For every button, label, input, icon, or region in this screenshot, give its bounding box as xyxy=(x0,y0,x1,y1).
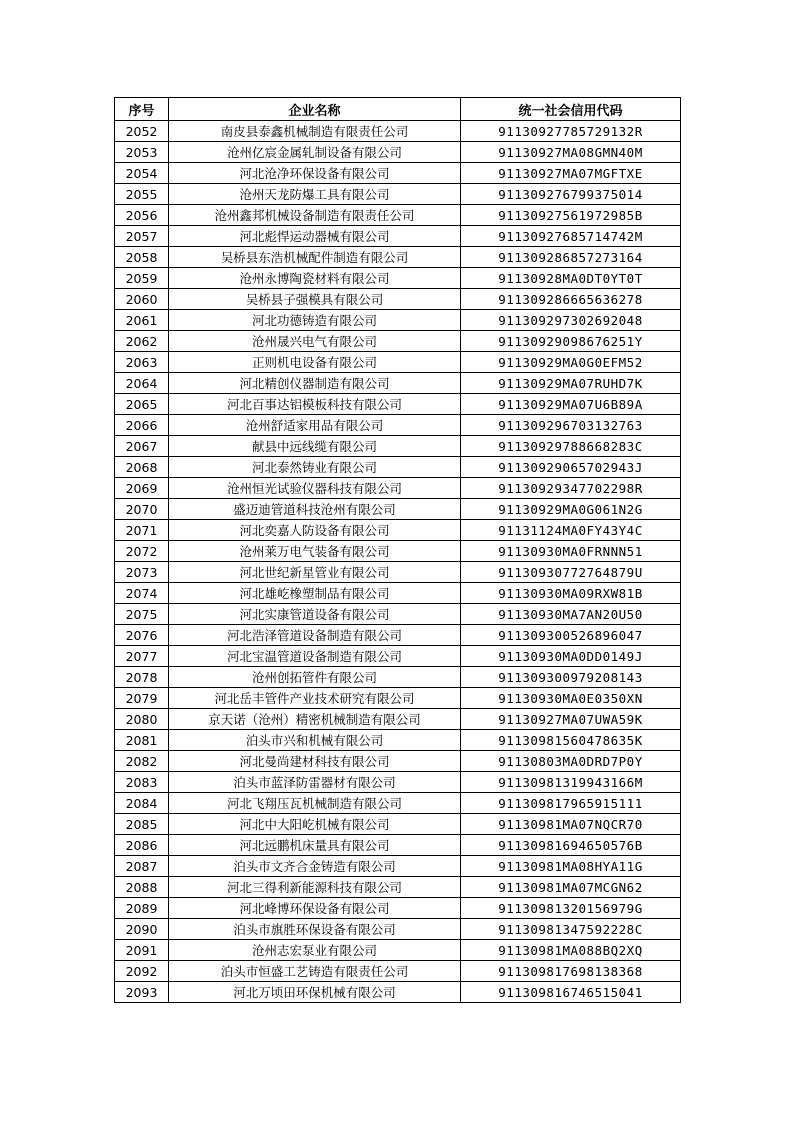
credit-code-cell: 91130929MA07U6B89A xyxy=(461,394,681,415)
company-name-cell: 盛迈迪管道科技沧州有限公司 xyxy=(169,499,461,520)
table-row xyxy=(115,289,681,310)
table-row xyxy=(115,814,681,835)
table-row xyxy=(115,688,681,709)
row-index-cell: 2080 xyxy=(115,709,169,730)
company-name-cell: 河北远鹏机床量具有限公司 xyxy=(169,835,461,856)
row-index-cell: 2064 xyxy=(115,373,169,394)
table-row xyxy=(115,667,681,688)
table-row xyxy=(115,730,681,751)
company-name-cell: 泊头市恒盛工艺铸造有限责任公司 xyxy=(169,961,461,982)
table-row xyxy=(115,163,681,184)
company-name-cell: 河北浩泽管道设备制造有限公司 xyxy=(169,625,461,646)
table-row xyxy=(115,268,681,289)
table-row xyxy=(115,583,681,604)
row-index-cell: 2055 xyxy=(115,184,169,205)
table-row xyxy=(115,604,681,625)
row-index-cell: 2059 xyxy=(115,268,169,289)
table-row xyxy=(115,226,681,247)
company-name-cell: 河北飞翔压瓦机械制造有限公司 xyxy=(169,793,461,814)
credit-code-cell: 91130927MA07UWA59K xyxy=(461,709,681,730)
credit-code-cell: 91130927685714742M xyxy=(461,226,681,247)
credit-code-cell: 91130981MA08HYA11G xyxy=(461,856,681,877)
company-name-cell: 河北奕嘉人防设备有限公司 xyxy=(169,520,461,541)
table-row xyxy=(115,709,681,730)
table-row xyxy=(115,142,681,163)
table-row xyxy=(115,919,681,940)
table-row xyxy=(115,646,681,667)
row-index-cell: 2084 xyxy=(115,793,169,814)
table-row xyxy=(115,835,681,856)
company-name-cell: 河北雄屹橡塑制品有限公司 xyxy=(169,583,461,604)
company-name-cell: 京天诺（沧州）精密机械制造有限公司 xyxy=(169,709,461,730)
row-index-cell: 2072 xyxy=(115,541,169,562)
table-row xyxy=(115,352,681,373)
table-row xyxy=(115,205,681,226)
company-name-cell: 沧州晟兴电气有限公司 xyxy=(169,331,461,352)
credit-code-cell: 91130930MA0FRNNN51 xyxy=(461,541,681,562)
table-row xyxy=(115,940,681,961)
company-table xyxy=(114,97,681,1003)
row-index-cell: 2052 xyxy=(115,121,169,142)
row-index-cell: 2086 xyxy=(115,835,169,856)
credit-code-cell: 911309300526896047 xyxy=(461,625,681,646)
company-name-cell: 河北宝温管道设备制造有限公司 xyxy=(169,646,461,667)
table-row xyxy=(115,331,681,352)
credit-code-cell: 91130981MA088BQ2XQ xyxy=(461,940,681,961)
credit-code-cell: 91130930MA0DD0149J xyxy=(461,646,681,667)
company-name-cell: 泊头市旗胜环保设备有限公司 xyxy=(169,919,461,940)
row-index-cell: 2076 xyxy=(115,625,169,646)
credit-code-cell: 911309300979208143 xyxy=(461,667,681,688)
row-index-cell: 2057 xyxy=(115,226,169,247)
row-index-cell: 2077 xyxy=(115,646,169,667)
company-name-cell: 河北百事达铝模板科技有限公司 xyxy=(169,394,461,415)
credit-code-cell: 911309297302692048 xyxy=(461,310,681,331)
company-name-cell: 沧州恒光试验仪器科技有限公司 xyxy=(169,478,461,499)
row-index-cell: 2070 xyxy=(115,499,169,520)
row-index-cell: 2069 xyxy=(115,478,169,499)
credit-code-cell: 911309286857273164 xyxy=(461,247,681,268)
credit-code-cell: 911309816746515041 xyxy=(461,982,681,1003)
row-index-cell: 2054 xyxy=(115,163,169,184)
company-name-cell: 河北三得利新能源科技有限公司 xyxy=(169,877,461,898)
header-credit-code: 统一社会信用代码 xyxy=(461,98,681,121)
company-name-cell: 河北峰博环保设备有限公司 xyxy=(169,898,461,919)
row-index-cell: 2061 xyxy=(115,310,169,331)
company-name-cell: 吴桥县子强模具有限公司 xyxy=(169,289,461,310)
credit-code-cell: 91130929065702943J xyxy=(461,457,681,478)
company-name-cell: 泊头市蓝泽防雷器材有限公司 xyxy=(169,772,461,793)
company-name-cell: 献县中远线缆有限公司 xyxy=(169,436,461,457)
company-name-cell: 沧州舒适家用品有限公司 xyxy=(169,415,461,436)
table-row xyxy=(115,436,681,457)
header-company-name: 企业名称 xyxy=(169,98,461,121)
credit-code-cell: 91130930MA0E0350XN xyxy=(461,688,681,709)
credit-code-cell: 911309817965915111 xyxy=(461,793,681,814)
company-name-cell: 河北彪悍运动器械有限公司 xyxy=(169,226,461,247)
row-index-cell: 2091 xyxy=(115,940,169,961)
company-name-cell: 河北泰然铸业有限公司 xyxy=(169,457,461,478)
company-name-cell: 沧州志宏泵业有限公司 xyxy=(169,940,461,961)
credit-code-cell: 91130927785729132R xyxy=(461,121,681,142)
row-index-cell: 2060 xyxy=(115,289,169,310)
credit-code-cell: 91130929788668283C xyxy=(461,436,681,457)
row-index-cell: 2093 xyxy=(115,982,169,1003)
company-name-cell: 沧州鑫邦机械设备制造有限责任公司 xyxy=(169,205,461,226)
credit-code-cell: 91130981MA07NQCR70 xyxy=(461,814,681,835)
company-name-cell: 沧州莱万电气装备有限公司 xyxy=(169,541,461,562)
company-name-cell: 河北万顷田环保机械有限公司 xyxy=(169,982,461,1003)
credit-code-cell: 91130929MA07RUHD7K xyxy=(461,373,681,394)
row-index-cell: 2079 xyxy=(115,688,169,709)
company-name-cell: 河北沧净环保设备有限公司 xyxy=(169,163,461,184)
table-row xyxy=(115,856,681,877)
table-row xyxy=(115,751,681,772)
credit-code-cell: 91130928MA0DT0YT0T xyxy=(461,268,681,289)
company-name-cell: 沧州创拓管件有限公司 xyxy=(169,667,461,688)
company-name-cell: 河北实康管道设备有限公司 xyxy=(169,604,461,625)
credit-code-cell: 91130929MA0G061N2G xyxy=(461,499,681,520)
credit-code-cell: 91130981320156979G xyxy=(461,898,681,919)
table-row xyxy=(115,982,681,1003)
row-index-cell: 2075 xyxy=(115,604,169,625)
credit-code-cell: 91130929347702298R xyxy=(461,478,681,499)
table-row xyxy=(115,184,681,205)
row-index-cell: 2090 xyxy=(115,919,169,940)
row-index-cell: 2088 xyxy=(115,877,169,898)
credit-code-cell: 91130981MA07MCGN62 xyxy=(461,877,681,898)
credit-code-cell: 91130927MA07MGFTXE xyxy=(461,163,681,184)
credit-code-cell: 91130929MA0G0EFM52 xyxy=(461,352,681,373)
table-row xyxy=(115,541,681,562)
credit-code-cell: 911309276799375014 xyxy=(461,184,681,205)
company-name-cell: 河北曼尚建材科技有限公司 xyxy=(169,751,461,772)
company-name-cell: 吴桥县东浩机械配件制造有限公司 xyxy=(169,247,461,268)
header-index: 序号 xyxy=(115,98,169,121)
company-name-cell: 南皮县泰鑫机械制造有限责任公司 xyxy=(169,121,461,142)
table-row xyxy=(115,478,681,499)
table-row xyxy=(115,247,681,268)
row-index-cell: 2074 xyxy=(115,583,169,604)
row-index-cell: 2092 xyxy=(115,961,169,982)
credit-code-cell: 91130930772764879U xyxy=(461,562,681,583)
row-index-cell: 2087 xyxy=(115,856,169,877)
table-row xyxy=(115,415,681,436)
credit-code-cell: 91130981694650576B xyxy=(461,835,681,856)
table-row xyxy=(115,373,681,394)
company-name-cell: 河北精创仪器制造有限公司 xyxy=(169,373,461,394)
table-body xyxy=(115,121,681,1003)
credit-code-cell: 91130981319943166M xyxy=(461,772,681,793)
row-index-cell: 2083 xyxy=(115,772,169,793)
credit-code-cell: 91131124MA0FY43Y4C xyxy=(461,520,681,541)
table-row xyxy=(115,562,681,583)
row-index-cell: 2071 xyxy=(115,520,169,541)
credit-code-cell: 91130929098676251Y xyxy=(461,331,681,352)
table-row xyxy=(115,121,681,142)
table-header-row xyxy=(115,98,681,121)
table-row xyxy=(115,877,681,898)
table-row xyxy=(115,499,681,520)
row-index-cell: 2081 xyxy=(115,730,169,751)
credit-code-cell: 911309296703132763 xyxy=(461,415,681,436)
row-index-cell: 2082 xyxy=(115,751,169,772)
row-index-cell: 2089 xyxy=(115,898,169,919)
company-name-cell: 泊头市文齐合金铸造有限公司 xyxy=(169,856,461,877)
table-row xyxy=(115,793,681,814)
table-row xyxy=(115,394,681,415)
company-name-cell: 河北世纪新星管业有限公司 xyxy=(169,562,461,583)
row-index-cell: 2058 xyxy=(115,247,169,268)
table-row xyxy=(115,772,681,793)
credit-code-cell: 91130981347592228C xyxy=(461,919,681,940)
table-row xyxy=(115,457,681,478)
credit-code-cell: 911309286665636278 xyxy=(461,289,681,310)
company-name-cell: 正则机电设备有限公司 xyxy=(169,352,461,373)
company-name-cell: 河北中大阳屹机械有限公司 xyxy=(169,814,461,835)
credit-code-cell: 911309817698138368 xyxy=(461,961,681,982)
credit-code-cell: 91130927MA08GMN40M xyxy=(461,142,681,163)
company-name-cell: 沧州亿宸金属轧制设备有限公司 xyxy=(169,142,461,163)
row-index-cell: 2085 xyxy=(115,814,169,835)
row-index-cell: 2078 xyxy=(115,667,169,688)
table-row xyxy=(115,898,681,919)
credit-code-cell: 91130930MA09RXW81B xyxy=(461,583,681,604)
row-index-cell: 2063 xyxy=(115,352,169,373)
row-index-cell: 2065 xyxy=(115,394,169,415)
row-index-cell: 2067 xyxy=(115,436,169,457)
company-name-cell: 泊头市兴和机械有限公司 xyxy=(169,730,461,751)
table-row xyxy=(115,625,681,646)
row-index-cell: 2066 xyxy=(115,415,169,436)
company-name-cell: 河北功德铸造有限公司 xyxy=(169,310,461,331)
row-index-cell: 2056 xyxy=(115,205,169,226)
table-row xyxy=(115,310,681,331)
company-name-cell: 河北岳丰管件产业技术研究有限公司 xyxy=(169,688,461,709)
row-index-cell: 2073 xyxy=(115,562,169,583)
row-index-cell: 2053 xyxy=(115,142,169,163)
credit-code-cell: 91130803MA0DRD7P0Y xyxy=(461,751,681,772)
credit-code-cell: 91130981560478635K xyxy=(461,730,681,751)
row-index-cell: 2062 xyxy=(115,331,169,352)
company-name-cell: 沧州永博陶瓷材料有限公司 xyxy=(169,268,461,289)
credit-code-cell: 91130927561972985B xyxy=(461,205,681,226)
company-name-cell: 沧州天龙防爆工具有限公司 xyxy=(169,184,461,205)
credit-code-cell: 91130930MA7AN20U50 xyxy=(461,604,681,625)
table-row xyxy=(115,961,681,982)
table-row xyxy=(115,520,681,541)
row-index-cell: 2068 xyxy=(115,457,169,478)
